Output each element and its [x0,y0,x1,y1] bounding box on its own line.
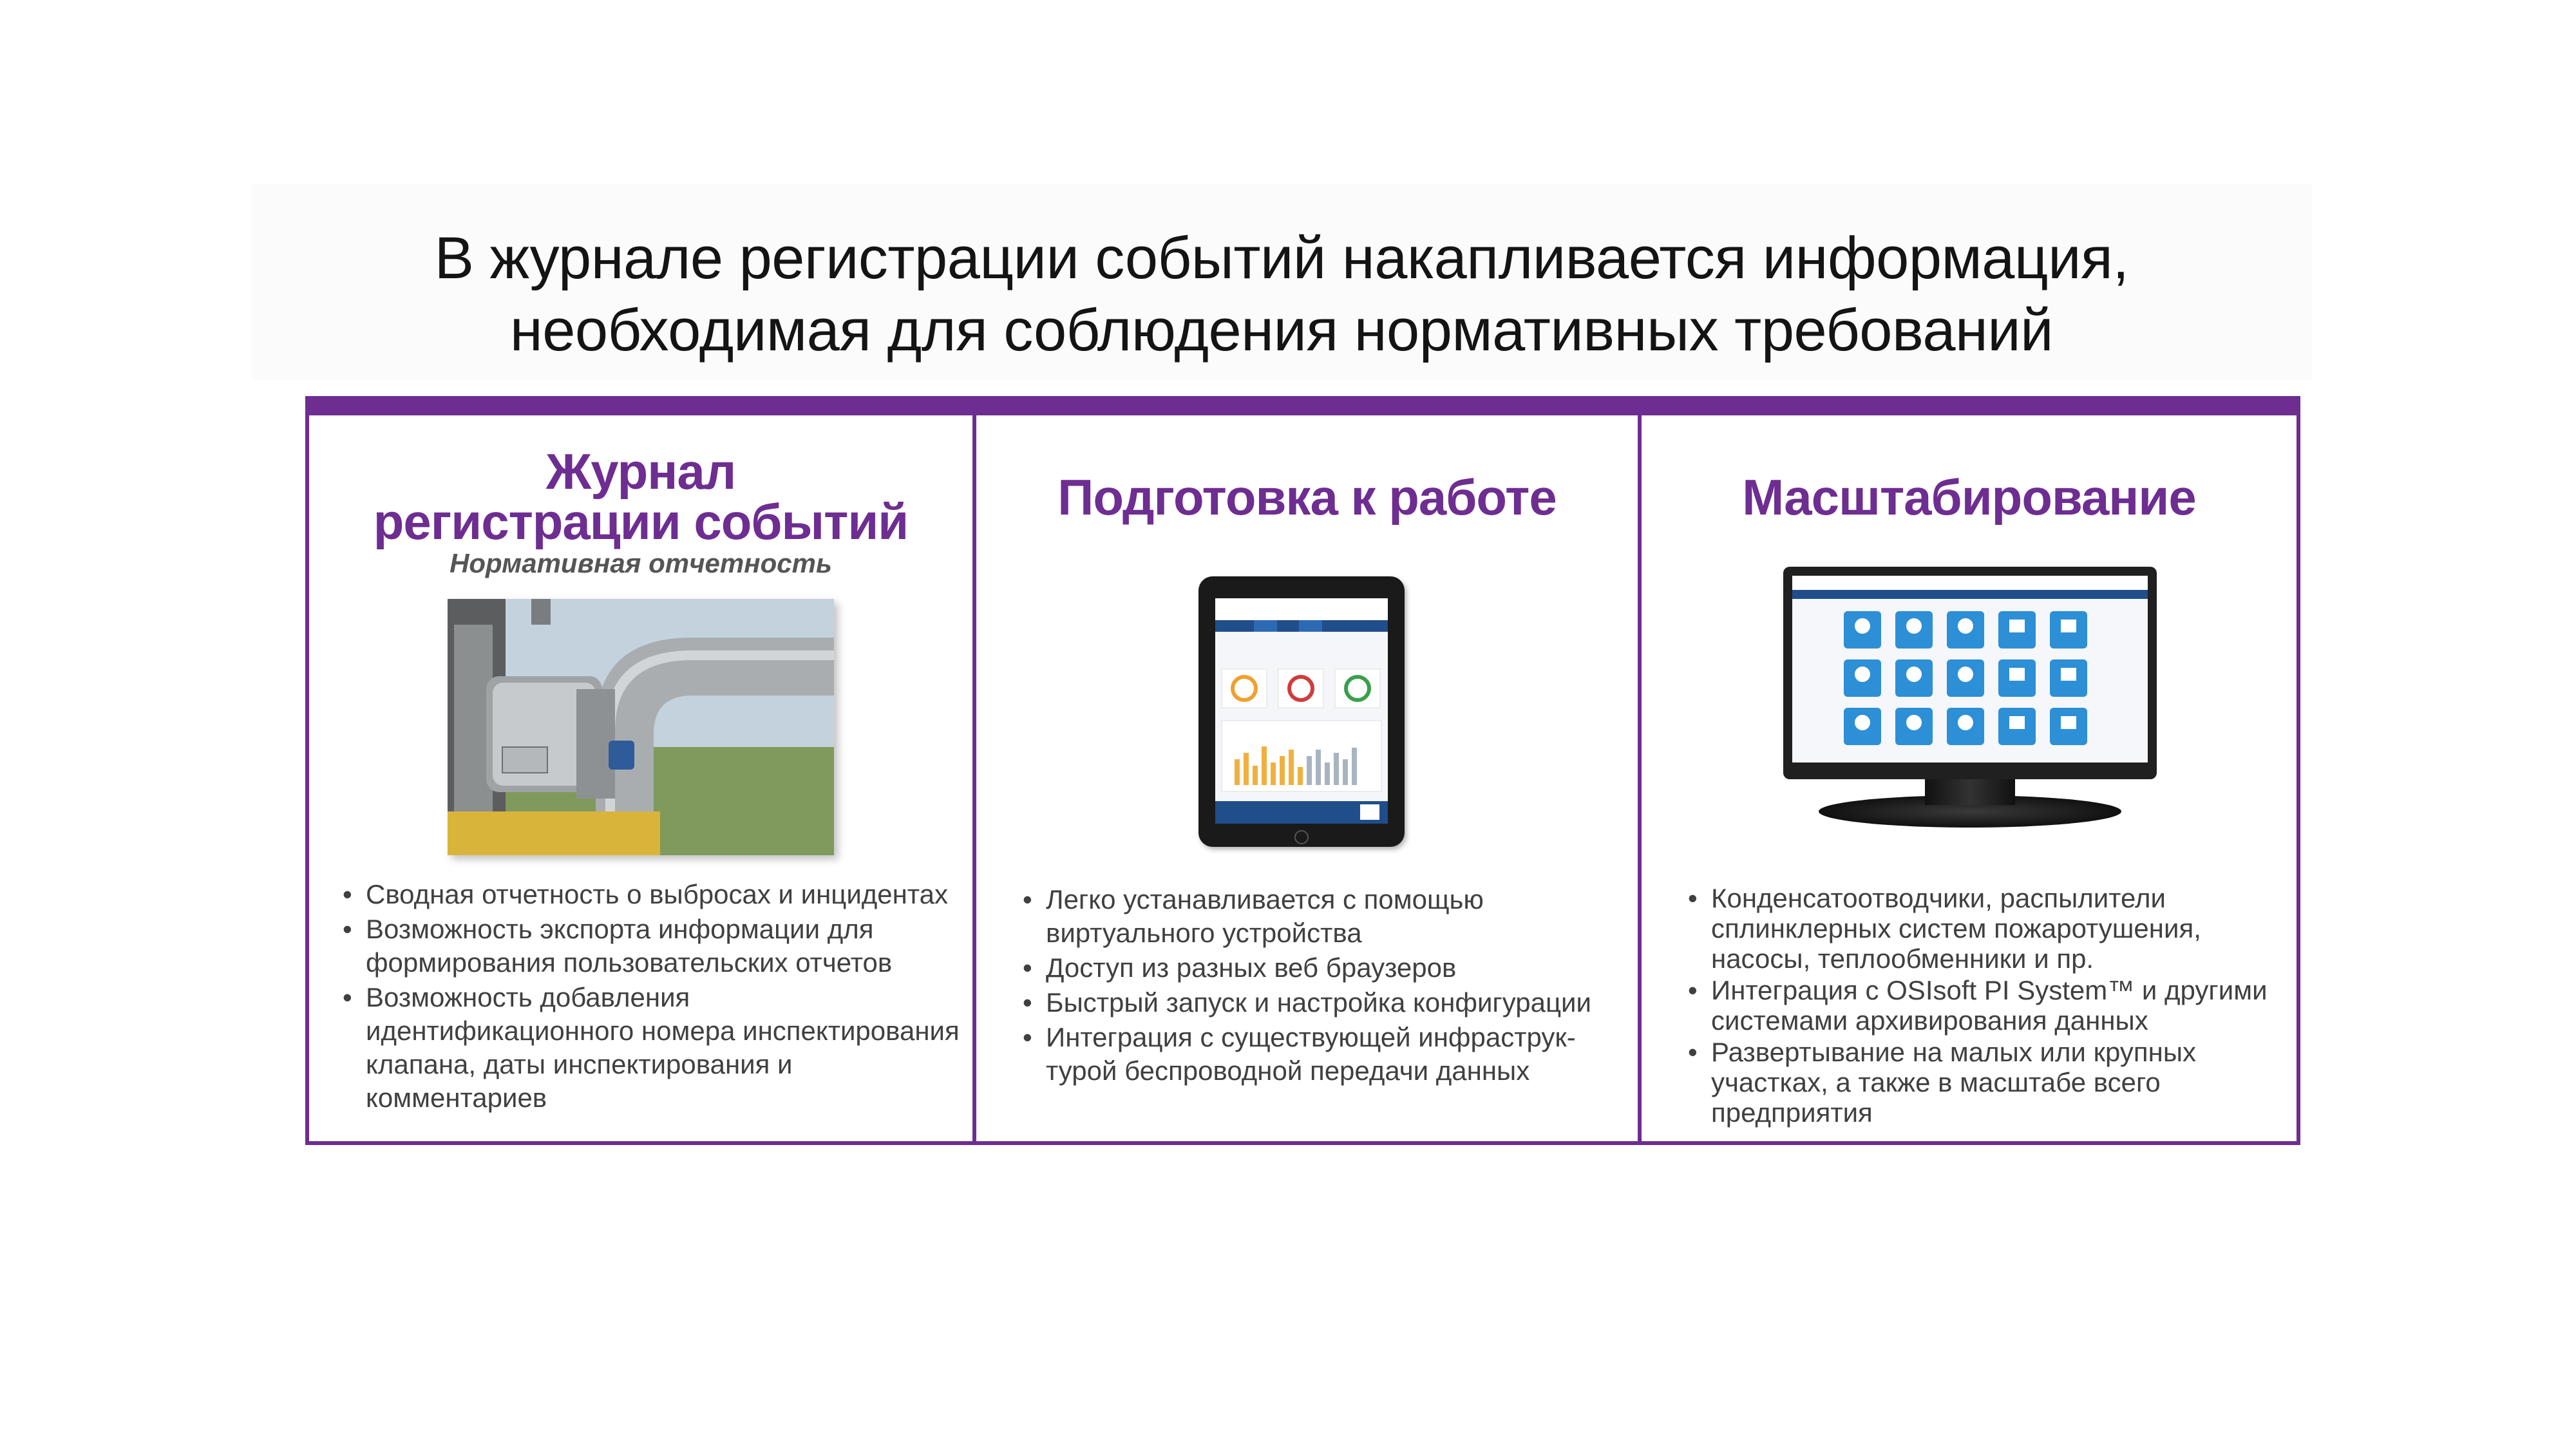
page-title [251,222,2312,366]
feature-table [305,396,2300,1145]
monitor-neck [1925,779,2015,805]
list-item: • Быстрый запуск и настройка конфигурации [1023,987,1591,1018]
column-heading-scaling: Масштабирование [1742,469,2196,526]
bullet-list-scaling [1687,883,2286,1129]
list-item: • Развертывание на малых или крупных участках, а также в масштабе всего предприятия [1688,1037,2197,1128]
monitor-image [1783,567,2157,779]
column-heading-getting-started: Подготовка к работе [1057,469,1557,526]
bullet-list-event-log [341,878,960,1116]
list-item: • Конденсатоотводчики, распылители сплинклерных систем пожаротушения, насосы, теплообменники и пр. [1688,883,2201,974]
column-heading-event-log: Журнал регистрации событий [373,443,909,550]
column-getting-started [976,415,1642,1141]
valve-photo [448,599,834,855]
list-item: • Сводная отчетность о выбросах и инцидентах [343,879,948,909]
list-item: • Доступ из разных веб браузеров [1023,952,1457,983]
bullet-list-getting-started [1021,883,1633,1089]
list-item: • Легко устанавливается с помощью виртуального устройства [1023,884,1484,948]
page-title-line1: В журнале регистрации событий накапливается информация, [434,225,2129,291]
list-item: • Возможность добавления идентификационного номера инспектирования клапана, даты инспектирования и комментариев [343,982,960,1113]
column-scaling [1642,415,2297,1141]
tablet-image [1198,576,1405,847]
list-item: • Возможность экспорта информации для формирования пользовательских отчетов [343,914,893,978]
list-item: • Интеграция с существующей инфраструк-турой беспроводной передачи данных [1023,1022,1576,1086]
page-title-line2: необходимая для соблюдения нормативных требований [509,298,2054,363]
column-event-log [309,415,976,1141]
list-item: • Интеграция с OSIsoft PI System™ и другими системами архивирования данных [1688,975,2268,1036]
column-subheading: Нормативная отчетность [450,548,832,578]
